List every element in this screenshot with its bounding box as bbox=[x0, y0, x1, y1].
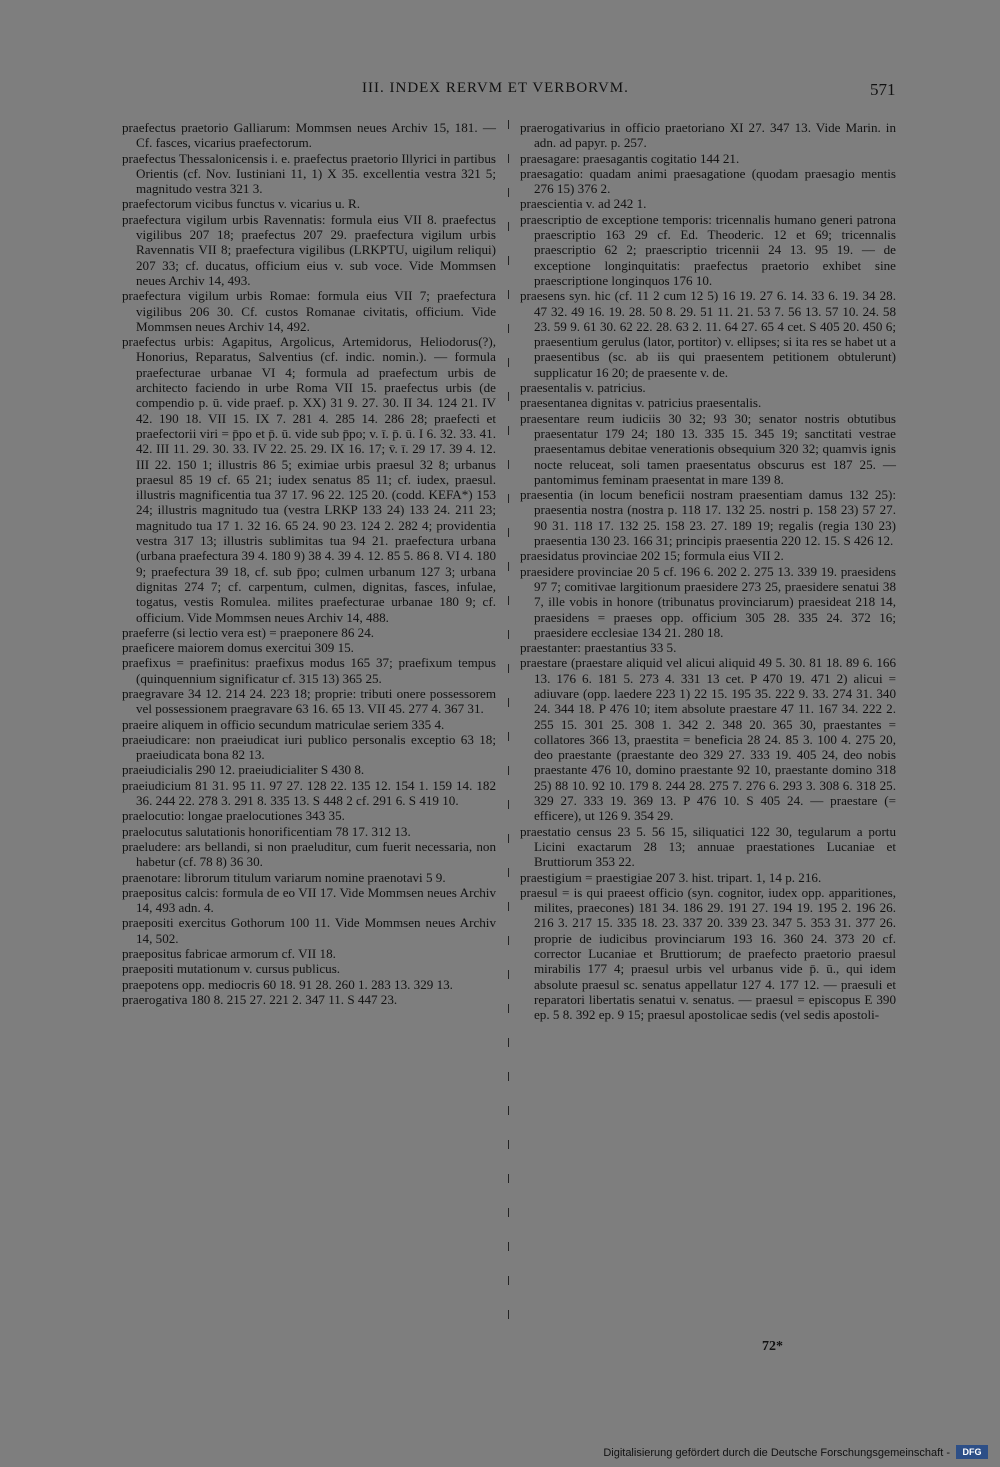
index-entry: praepotens opp. mediocris 60 18. 91 28. 260 1. 283 13. 329 13. bbox=[122, 976, 453, 992]
index-entry: praesul = is qui praeest officio (syn. cognitor, iudex opp. apparitiones, milites, praecones) 181 34. 186 29. 191 27. 194 19. 195 2. 196 26. 216 3. 217 15. 335 18. 23. 337 20. 339 23. 347 5. 353 31. 377 26. proprie de iudicibus provinciarum 193 16. 360 24. 373 20 cf. corrector Lucaniae et Bruttiorum; de praefecto praetorio praesul mirabilis 177 4; praesul urbis vel urbanus vide p̄. ū., qui idem absolute praesul sc. senatus appellatur 127 4. 177 12. — praesuli et reparatori libertatis senatui v. senatus. — praesul = episcopus E 390 ep. 5 8. 392 ep. 9 15; praesul apostolicae sedis (vel sedis apostoli- bbox=[520, 884, 896, 1023]
index-entry: praestanter: praestantius 33 5. bbox=[520, 640, 677, 656]
header-title: III. INDEX RERVM ET VERBORVM. bbox=[362, 80, 629, 96]
index-entry: praestigium = praestigiae 207 3. hist. tripart. 1, 14 p. 216. bbox=[520, 869, 822, 885]
index-entry: praescientia v. ad 242 1. bbox=[520, 196, 647, 212]
index-entry: praepositi mutationum v. cursus publicus. bbox=[122, 961, 341, 977]
index-entry: praefectura vigilum urbis Romae: formula eius VII 7; praefectura vigilibus 206 30. Cf. custos Romanae civitatis, officium. Vide Mommsen neues Archiv 14, 492. bbox=[122, 288, 496, 334]
index-entry: praepositi exercitus Gothorum 100 11. Vide Mommsen neues Archiv 14, 502. bbox=[122, 915, 496, 946]
index-entry: praeiudicialis 290 12. praeiudicialiter S 430 8. bbox=[122, 762, 365, 778]
footer-bar bbox=[0, 1440, 1000, 1467]
index-entry: praesentia (in locum beneficii nostram praesentiam damus 132 25): praesentia nostra (nostra p. 118 17. 132 25. nostri p. 158 23) 57 27. 90 31. 118 17. 132 25. 158 23. 27. 189 19; regalis (regia 130 23) praesentia 130 23. 166 31; principis praesentia 220 12. 15. S 426 12. bbox=[520, 487, 896, 549]
index-entry: praeire aliquem in officio secundum matriculae seriem 335 4. bbox=[122, 716, 445, 732]
index-entry: praefectus Thessalonicensis i. e. praefectus praetorio Illyrici in partibus Orientis (cf. Nov. Iustiniani 11, 1) X 35. excellentia vestra 321 5; magnitudo vestra 321 3. bbox=[122, 150, 496, 197]
index-entry: praesidatus provinciae 202 15; formula eius VII 2. bbox=[520, 548, 784, 564]
index-entry: praepositus calcis: formula de eo VII 17. Vide Mommsen neues Archiv 14, 493 adn. 4. bbox=[122, 884, 496, 916]
footer-text: Digitalisierung gefördert durch die Deutsche Forschungsgemeinschaft - bbox=[603, 1447, 950, 1459]
index-entry: praeferre (si lectio vera est) = praeponere 86 24. bbox=[122, 624, 375, 640]
index-entry: praefectorum vicibus functus v. vicarius u. R. bbox=[122, 196, 361, 212]
index-entry: praerogativarius in officio praetoriano XI 27. 347 13. Vide Marin. in adn. ad papyr. p. 257. bbox=[520, 120, 896, 151]
index-entry: praefectus urbis: Agapitus, Argolicus, Artemidorus, Heliodorus(?), Honorius, Reparatus, Salventius (cf. indic. nomin.). — formula praefecturae urbanae VI 4; formula ad praefectum urbis de architecto faciendo in urbe Roma VII 15. praefectus urbis (de compendio p. ū. vide praef. p. XX) 31 9. 27. 30. II 34. 124 21. IV 42. 190 18. VII 15. IX 7. 281 4. 285 14. 286 28; praefecti et praefectorii viri = p̄po et p̄. ū. vide sub p̄po; v. ī. p̄. ū. I 6. 32. 33. 41. 42. III 11. 29. 30. 33. IV 22. 25. 29. IX 16. 17; v̄. ī. 29 17. 39 4. 12. III 22. 150 1; illustris 86 5; eximiae urbis praesul 32 8; urbanus praesul 85 19 cf. 65 21; iudex senatus 85 11; cf. iudex, praesul. illustris magnificentia tua 37 17. 96 22. 125 20. (codd. KEFA*) 153 24; illustris magnitudo tua (vestra LRKP 133 24) 133 24. 211 23; magnitudo tua 17 1. 32 16. 65 24. 90 23. 124 2. 282 4; providentia vestra 317 13; illustris sublimitas tua 94 21. praefectura urbana (urbana praefectura 39 4. 180 9) 38 4. 39 4. 12. 85 5. 86 8. VI 4. 180 9; praefectura 39 18, cf. sub p̄po; culmen urbanum 127 3; urbana dignitas 274 7; cf. carpentum, culmen, dignitas, fasces, infulae, togatus, vestis Romulea. milites praefecturae urbanae 180 9; cf. officium. Vide Mommsen neues Archiv 14, 488. bbox=[122, 334, 496, 625]
index-entry: praestatio census 23 5. 56 15, siliquatici 122 30, tegularum a portu Licini exactarum 28 13; annuae praestationes Lucaniae et Bruttiorum 353 22. bbox=[520, 823, 896, 870]
index-entry: praesens syn. hic (cf. 11 2 cum 12 5) 16 19. 27 6. 14. 33 6. 19. 34 28. 47 32. 49 16. 19. 28. 50 8. 29. 51 11. 21. 53 7. 56 13. 57 10. 24. 58 23. 59 9. 61 30. 62 22. 28. 63 2. 11. 64 27. 65 4 cet. S 405 20. 450 6; praesentium gerulus (lator, portitor) v. ellipses; si ita res se habet ut a praesentibus (sc. ab iis qui praesentem petitionem obtulerunt) supplicatur 16 20; de praesente v. de. bbox=[520, 288, 896, 380]
column-divider bbox=[508, 120, 509, 1340]
index-entry: praesentanea dignitas v. patricius praesentalis. bbox=[520, 395, 762, 411]
index-entry: praeficere maiorem domus exercitui 309 15. bbox=[122, 640, 354, 656]
signature-mark: 72* bbox=[762, 1339, 783, 1354]
index-entry: praesagare: praesagantis cogitatio 144 21. bbox=[520, 150, 740, 166]
index-entry: praenotare: librorum titulum variarum nomine praenotavi 5 9. bbox=[122, 869, 446, 885]
index-entry: praefixus = praefinitus: praefixus modus 165 37; praefixum tempus (quinquennium significatur cf. 315 13) 365 25. bbox=[122, 655, 496, 686]
index-column-right bbox=[520, 120, 896, 1023]
index-entry: praesidere provinciae 20 5 cf. 196 6. 202 2. 275 13. 339 19. praesidens 97 7; comitivae largitionum praesidere 273 25, praesidere senatui 38 7, ille vobis in honore (tribunatus provinciarum) praesideat 218 14, praesidens = praeses opp. officium 305 28. 335 24. 372 16; praesidere ecclesiae 134 21. 280 18. bbox=[520, 563, 896, 640]
index-entry: praefectus praetorio Galliarum: Mommsen neues Archiv 15, 181. — Cf. fasces, vicarius praefectorum. bbox=[122, 120, 496, 151]
index-entry: praeludere: ars bellandi, si non praeluditur, cum fuerit necessaria, non habetur (cf. 78 8) 36 30. bbox=[122, 838, 496, 870]
page-number: 571 bbox=[870, 80, 896, 99]
index-entry: praesagatio: quadam animi praesagatione (quodam praesagio mentis 276 15) 376 2. bbox=[520, 165, 896, 197]
index-entry: praelocutio: longae praelocutiones 343 35. bbox=[122, 808, 345, 824]
index-entry: praepositus fabricae armorum cf. VII 18. bbox=[122, 946, 336, 962]
dfg-logo: DFG bbox=[956, 1445, 988, 1459]
index-entry: praesentare reum iudiciis 30 32; 93 30; senator nostris obtutibus praesentatur 179 24; 180 13. 335 15. 345 19; sanctitati vestrae praesentamus debitae venerationis obsequium 320 32; quamvis ignis nocte reluceat, soli tamen praesentatus obscurus est 187 25. — pantomimus feminam praesentat in mare 139 8. bbox=[520, 410, 896, 487]
index-entry: praerogativa 180 8. 215 27. 221 2. 347 11. S 447 23. bbox=[122, 991, 398, 1007]
index-entry: praescriptio de exceptione temporis: tricennalis humano generi patrona praescriptio 163 29 cf. Ed. Theoderic. 12 et 69; tricennalis praescriptio 62 2; praescriptio tricennii 24 13. 95 19. — de exceptione longinquitatis: praefectus praetorio exhibet sine praescriptione longinquos 176 10. bbox=[520, 211, 896, 288]
index-entry: praesentalis v. patricius. bbox=[520, 380, 646, 396]
index-entry: praegravare 34 12. 214 24. 223 18; proprie: tributi onere possessorem vel possessionem praegravare 63 16. 65 13. VII 45. 277 4. 367 31. bbox=[122, 685, 496, 717]
index-entry: praestare (praestare aliquid vel alicui aliquid 49 5. 30. 81 18. 89 6. 166 13. 176 6. 181 5. 273 4. 331 13 cet. P 470 19. 471 2) alicui = adiuvare (opp. laedere 223 1) 22 15. 195 35. 222 9. 33. 274 31. 340 24. 344 18. P 476 10; item absolute praestare 47 11. 167 34. 222 2. 255 15. 301 25. 308 1. 342 2. 348 20. 365 30, praestantes = collatores 366 13, praestita = beneficia 28 24. 85 3. 100 4. 275 20, deo praestante (praestante deo 329 27. 333 19. 405 24, deo nobis praestante 476 10, domino praestante 92 10, praestante domino 318 25) 88 10. 92 10. 179 8. 244 28. 275 7. 276 6. 293 3. 308 6. 318 25. 329 27. 333 19. 369 13. P 476 10. S 405 24. — praestare (= efficere), ut 126 9. 354 29. bbox=[520, 655, 896, 824]
index-column-left bbox=[122, 120, 496, 1007]
index-entry: praelocutus salutationis honorificentiam 78 17. 312 13. bbox=[122, 823, 411, 839]
index-entry: praeiudicium 81 31. 95 11. 97 27. 128 22. 135 12. 154 1. 159 14. 182 36. 244 22. 278 3. 291 8. 335 13. S 448 2 cf. 291 6. S 419 10. bbox=[122, 777, 496, 809]
index-entry: praeiudicare: non praeiudicat iuri publico personalis exceptio 63 18; praeiudicata bona 82 13. bbox=[122, 731, 496, 763]
index-entry: praefectura vigilum urbis Ravennatis: formula eius VII 8. praefectus vigilibus 207 18; praefectus 207 29. praefectura vigilum urbis Ravennatis VII 8; praefectura vigilibus (LRKPTU, uigilum reliqui) 207 33; cf. ducatus, officium eius v. sub voce. Vide Mommsen neues Archiv 14, 493. bbox=[122, 211, 496, 288]
